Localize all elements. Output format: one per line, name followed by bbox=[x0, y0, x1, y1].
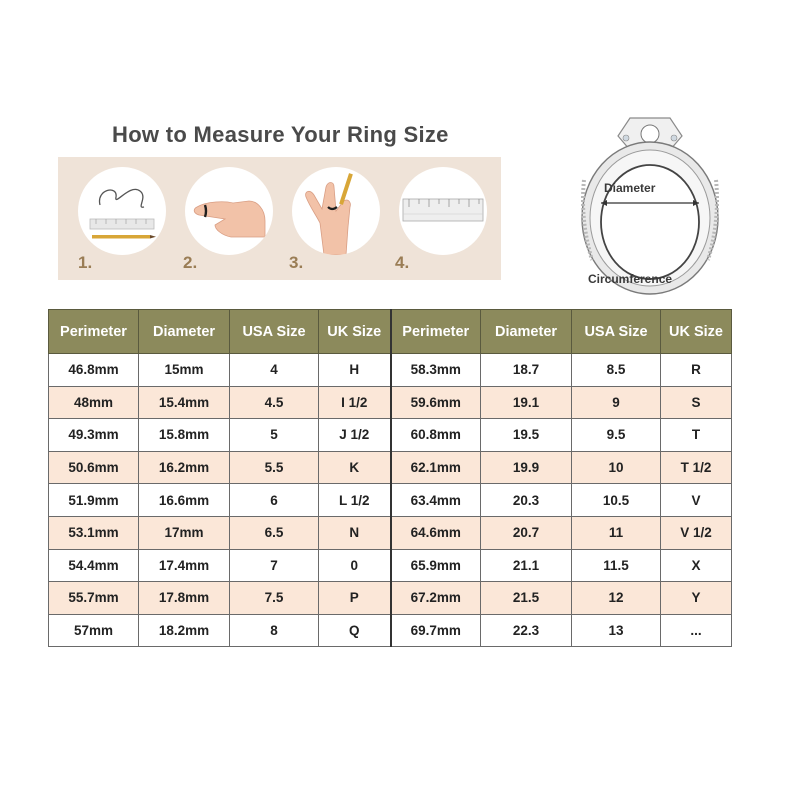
table-cell: 19.5 bbox=[481, 419, 572, 452]
column-header: Perimeter bbox=[49, 310, 139, 354]
table-cell: 10.5 bbox=[572, 484, 661, 517]
table-cell: V 1/2 bbox=[661, 516, 732, 549]
table-cell: Y bbox=[661, 582, 732, 615]
table-cell: 13 bbox=[572, 614, 661, 647]
table-header-row bbox=[49, 310, 732, 354]
table-cell: 55.7mm bbox=[49, 582, 139, 615]
finger-wrap-illustration bbox=[185, 167, 273, 255]
page-title: How to Measure Your Ring Size bbox=[112, 122, 449, 147]
table-row bbox=[49, 484, 732, 517]
table-cell: 59.6mm bbox=[391, 386, 481, 419]
column-header: USA Size bbox=[230, 310, 319, 354]
table-cell: 11 bbox=[572, 516, 661, 549]
circumference-label: Circumference bbox=[588, 272, 673, 286]
table-cell: ... bbox=[661, 614, 732, 647]
table-cell: 64.6mm bbox=[391, 516, 481, 549]
table-cell: 6 bbox=[230, 484, 319, 517]
table-cell: J 1/2 bbox=[319, 419, 391, 452]
table-cell: L 1/2 bbox=[319, 484, 391, 517]
step-number: 2. bbox=[183, 253, 198, 272]
table-cell: 21.1 bbox=[481, 549, 572, 582]
table-cell: 48mm bbox=[49, 386, 139, 419]
table-cell: 0 bbox=[319, 549, 391, 582]
table-cell: 5.5 bbox=[230, 451, 319, 484]
table-cell: 22.3 bbox=[481, 614, 572, 647]
table-cell: 9.5 bbox=[572, 419, 661, 452]
table-cell: T 1/2 bbox=[661, 451, 732, 484]
table-cell: 10 bbox=[572, 451, 661, 484]
table-cell: 6.5 bbox=[230, 516, 319, 549]
table-cell: 12 bbox=[572, 582, 661, 615]
table-cell: 54.4mm bbox=[49, 549, 139, 582]
table-cell: 49.3mm bbox=[49, 419, 139, 452]
table-cell: K bbox=[319, 451, 391, 484]
table-cell: 65.9mm bbox=[391, 549, 481, 582]
table-cell: 20.7 bbox=[481, 516, 572, 549]
column-header: Diameter bbox=[139, 310, 230, 354]
table-row bbox=[49, 386, 732, 419]
table-cell: 53.1mm bbox=[49, 516, 139, 549]
table-cell: 60.8mm bbox=[391, 419, 481, 452]
table-cell: X bbox=[661, 549, 732, 582]
table-row bbox=[49, 354, 732, 387]
table-cell: 5 bbox=[230, 419, 319, 452]
ruler-measure-illustration bbox=[399, 167, 487, 255]
table-cell: H bbox=[319, 354, 391, 387]
table-cell: 15.4mm bbox=[139, 386, 230, 419]
table-cell: 18.2mm bbox=[139, 614, 230, 647]
table-cell: 17.8mm bbox=[139, 582, 230, 615]
column-header: UK Size bbox=[319, 310, 391, 354]
table-cell: 4 bbox=[230, 354, 319, 387]
table-cell: 4.5 bbox=[230, 386, 319, 419]
table-cell: 20.3 bbox=[481, 484, 572, 517]
table-cell: 15.8mm bbox=[139, 419, 230, 452]
table-cell: 16.6mm bbox=[139, 484, 230, 517]
table-cell: 19.9 bbox=[481, 451, 572, 484]
table-cell: 21.5 bbox=[481, 582, 572, 615]
table-cell: P bbox=[319, 582, 391, 615]
step-number: 4. bbox=[395, 253, 410, 272]
table-cell: 58.3mm bbox=[391, 354, 481, 387]
table-cell: 11.5 bbox=[572, 549, 661, 582]
diameter-label: Diameter bbox=[604, 181, 656, 195]
column-header: Perimeter bbox=[391, 310, 481, 354]
step-number: 1. bbox=[78, 253, 93, 272]
ring-size-table bbox=[48, 309, 732, 647]
table-cell: 46.8mm bbox=[49, 354, 139, 387]
table-row bbox=[49, 516, 732, 549]
column-header: Diameter bbox=[481, 310, 572, 354]
table-cell: R bbox=[661, 354, 732, 387]
table-cell: 62.1mm bbox=[391, 451, 481, 484]
table-cell: 7.5 bbox=[230, 582, 319, 615]
table-cell: 8.5 bbox=[572, 354, 661, 387]
column-header: UK Size bbox=[661, 310, 732, 354]
table-cell: 8 bbox=[230, 614, 319, 647]
step-number: 3. bbox=[289, 253, 304, 272]
table-cell: 57mm bbox=[49, 614, 139, 647]
table-cell: 67.2mm bbox=[391, 582, 481, 615]
table-cell: V bbox=[661, 484, 732, 517]
table-cell: 51.9mm bbox=[49, 484, 139, 517]
table-cell: 19.1 bbox=[481, 386, 572, 419]
table-cell: 69.7mm bbox=[391, 614, 481, 647]
table-row bbox=[49, 549, 732, 582]
table-cell: 7 bbox=[230, 549, 319, 582]
measuring-steps-panel bbox=[58, 157, 501, 280]
table-cell: 17mm bbox=[139, 516, 230, 549]
string-ruler-illustration bbox=[78, 167, 166, 255]
table-cell: Q bbox=[319, 614, 391, 647]
hand-marking-illustration bbox=[292, 167, 380, 255]
table-cell: 9 bbox=[572, 386, 661, 419]
table-row bbox=[49, 419, 732, 452]
table-cell: 17.4mm bbox=[139, 549, 230, 582]
table-cell: 16.2mm bbox=[139, 451, 230, 484]
table-cell: 18.7 bbox=[481, 354, 572, 387]
table-row bbox=[49, 451, 732, 484]
table-cell: T bbox=[661, 419, 732, 452]
table-row bbox=[49, 614, 732, 647]
table-cell: I 1/2 bbox=[319, 386, 391, 419]
column-header: USA Size bbox=[572, 310, 661, 354]
table-cell: N bbox=[319, 516, 391, 549]
table-cell: 50.6mm bbox=[49, 451, 139, 484]
table-cell: S bbox=[661, 386, 732, 419]
table-cell: 15mm bbox=[139, 354, 230, 387]
table-cell: 63.4mm bbox=[391, 484, 481, 517]
table-row bbox=[49, 582, 732, 615]
